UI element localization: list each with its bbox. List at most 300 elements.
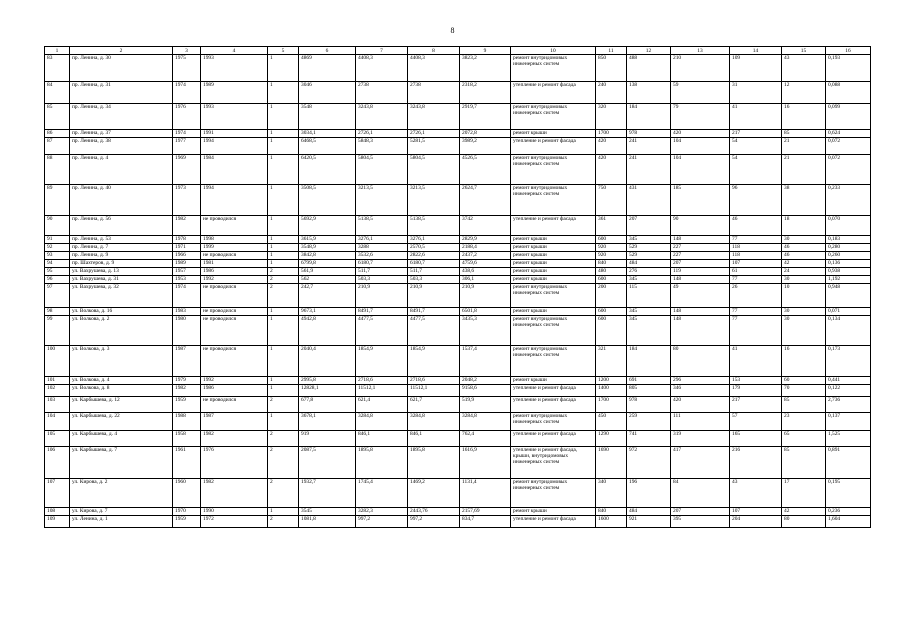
table-cell: 320 xyxy=(596,104,627,130)
table-cell: ул. Волкова, д. 16 xyxy=(70,308,173,316)
table-cell: 1998 xyxy=(201,236,268,244)
table-cell: 1990 xyxy=(201,508,268,516)
table-row xyxy=(45,252,871,260)
table-cell: 118 xyxy=(730,252,782,260)
table-cell: 0,948 xyxy=(826,284,871,308)
table-cell: 1982 xyxy=(201,431,268,447)
table-cell: 9158,6 xyxy=(460,385,511,397)
table-cell: 210 xyxy=(671,55,730,82)
table-cell: 85 xyxy=(782,447,826,479)
table-cell: 3276,1 xyxy=(356,236,408,244)
table-cell: 240 xyxy=(596,82,627,104)
table-cell: 1700 xyxy=(596,397,627,413)
table-cell: 1 xyxy=(268,155,299,185)
table-cell: 77 xyxy=(730,316,782,346)
table-cell: 6180,7 xyxy=(408,260,460,268)
table-cell: 30 xyxy=(782,276,826,284)
table-row xyxy=(45,260,871,268)
table-cell: 621,4 xyxy=(356,397,408,413)
table-cell: 3989,2 xyxy=(460,138,511,155)
table-cell: 92 xyxy=(45,244,70,252)
table-cell: ул. Вахрушева, д. 31 xyxy=(70,276,173,284)
table-cell: ремонт внутридомовых инженерных систем xyxy=(511,316,596,346)
table-cell: 0,938 xyxy=(826,268,871,276)
table-cell: 0,193 xyxy=(826,55,871,82)
table-cell: 95 xyxy=(45,268,70,276)
table-cell: 321 xyxy=(596,346,627,377)
table-cell: 77 xyxy=(730,308,782,316)
table-cell: 4408,3 xyxy=(408,55,460,82)
table-cell: 200 xyxy=(596,284,627,308)
table-cell: ул. Волкова, д. 2 xyxy=(70,316,173,346)
table-cell: 997,2 xyxy=(356,516,408,528)
table-cell: ремонт внутридомовых инженерных систем xyxy=(511,185,596,216)
table-cell: 1959 xyxy=(173,516,201,528)
table-cell: 16 xyxy=(782,346,826,377)
table-cell: 217 xyxy=(730,397,782,413)
table-cell: 450 xyxy=(596,413,627,431)
table-cell: 5138,5 xyxy=(356,216,408,236)
table-cell: 1983 xyxy=(173,308,201,316)
table-cell: 38 xyxy=(782,185,826,216)
table-cell: 361 xyxy=(596,216,627,236)
column-number-header: 8 xyxy=(408,47,460,55)
table-cell: 207 xyxy=(671,260,730,268)
table-cell: 345 xyxy=(627,316,671,346)
column-number-header: 13 xyxy=(671,47,730,55)
table-cell: 1616,9 xyxy=(460,447,511,479)
table-cell: 118 xyxy=(730,244,782,252)
table-cell: 1971 xyxy=(173,244,201,252)
table-cell: ул. Карбышева, д. 4 xyxy=(70,431,173,447)
table-cell: 4408,3 xyxy=(356,55,408,82)
table-cell: 96 xyxy=(45,276,70,284)
table-cell: 0,236 xyxy=(826,508,871,516)
table-cell: 1992 xyxy=(201,276,268,284)
table-cell: 319 xyxy=(671,431,730,447)
table-cell: 1982 xyxy=(173,216,201,236)
table-cell: 54 xyxy=(730,138,782,155)
table-row xyxy=(45,276,871,284)
table-cell: ул. Кирова, д. 2 xyxy=(70,479,173,508)
table-row xyxy=(45,216,871,236)
table-cell: 600 xyxy=(596,316,627,346)
table-cell: 2 xyxy=(268,516,299,528)
table-cell: не проводился xyxy=(201,397,268,413)
table-cell: 2048,2 xyxy=(460,377,511,385)
table-cell: 90 xyxy=(45,216,70,236)
table-cell: 1700 xyxy=(596,130,627,138)
table-cell: 1895,8 xyxy=(408,447,460,479)
table-cell: не проводился xyxy=(201,316,268,346)
table-cell: ремонт внутридомовых инженерных систем xyxy=(511,155,596,185)
table-cell: 3213,5 xyxy=(408,185,460,216)
table-cell: 1979 xyxy=(173,377,201,385)
table-cell: 61 xyxy=(730,268,782,276)
table-cell: 846,1 xyxy=(408,431,460,447)
table-cell: ремонт крыши xyxy=(511,377,596,385)
table-cell: 1 xyxy=(268,104,299,130)
table-cell: 96 xyxy=(730,185,782,216)
table-cell: 21 xyxy=(782,155,826,185)
table-cell: 0,134 xyxy=(826,316,871,346)
table-cell: 846,1 xyxy=(356,431,408,447)
table-cell: 8491,7 xyxy=(408,308,460,316)
table-cell: 93 xyxy=(45,252,70,260)
table-cell: 484 xyxy=(627,508,671,516)
table-cell: 1 xyxy=(268,236,299,244)
table-cell: 6501,8 xyxy=(460,308,511,316)
table-cell: 2570,5 xyxy=(408,244,460,252)
table-cell: 3532,6 xyxy=(356,252,408,260)
table-cell: 3213,5 xyxy=(356,185,408,216)
table-cell: 480 xyxy=(596,268,627,276)
table-cell: 1988 xyxy=(173,413,201,431)
table-cell: 1 xyxy=(268,216,299,236)
table-cell: 107 xyxy=(730,260,782,268)
column-number-header: 9 xyxy=(460,47,511,55)
table-cell: 346 xyxy=(671,385,730,397)
table-cell: 1958 xyxy=(173,431,201,447)
table-cell: 3243,8 xyxy=(408,104,460,130)
table-cell: 5804,5 xyxy=(408,155,460,185)
table-cell: 148 xyxy=(671,236,730,244)
table-cell: 420 xyxy=(596,155,627,185)
table-cell: 77 xyxy=(730,236,782,244)
table-cell: утепление и ремонт фасада xyxy=(511,216,596,236)
table-cell: 217 xyxy=(730,130,782,138)
table-cell: 104 xyxy=(671,155,730,185)
table-cell: 4477,5 xyxy=(408,316,460,346)
table-row xyxy=(45,155,871,185)
table-cell: ул. Вахрушева, д. 32 xyxy=(70,284,173,308)
table-cell: 420 xyxy=(596,138,627,155)
table-cell: 2157,69 xyxy=(460,508,511,516)
table-row xyxy=(45,244,871,252)
table-cell: 0,137 xyxy=(826,413,871,431)
table-cell: 1081,8 xyxy=(299,516,356,528)
table-cell: пр. Ленина, д. 56 xyxy=(70,216,173,236)
table-cell: 1994 xyxy=(201,138,268,155)
table-cell: 1600 xyxy=(596,516,627,528)
table-cell: 561,9 xyxy=(299,268,356,276)
table-cell: 1992 xyxy=(201,377,268,385)
table-cell: ремонт крыши xyxy=(511,508,596,516)
table-cell: 1987 xyxy=(201,413,268,431)
table-cell: 138 xyxy=(627,82,671,104)
table-cell: 600 xyxy=(596,236,627,244)
table-cell: 1200 xyxy=(596,377,627,385)
table-cell: 1 xyxy=(268,377,299,385)
table-cell: 1953 xyxy=(173,276,201,284)
table-cell: ул. Вахрушева, д. 13 xyxy=(70,268,173,276)
table-cell: 259 xyxy=(627,413,671,431)
table-cell: ул. Карбышева, д. 12 xyxy=(70,397,173,413)
table-cell: 1959 xyxy=(173,397,201,413)
table-cell: не проводился xyxy=(201,252,268,260)
table-cell: 5281,5 xyxy=(408,138,460,155)
table-row xyxy=(45,55,871,82)
table-cell: 42 xyxy=(782,260,826,268)
column-number-header: 7 xyxy=(356,47,408,55)
table-cell: 1745,4 xyxy=(356,479,408,508)
table-cell: 216 xyxy=(730,447,782,479)
table-cell: 1131,4 xyxy=(460,479,511,508)
table-cell: 107 xyxy=(730,508,782,516)
table-cell: 1537,4 xyxy=(460,346,511,377)
table-cell: ул. Волкова, д. 4 xyxy=(70,377,173,385)
table-cell: 306,1 xyxy=(460,276,511,284)
table-cell: 2443,76 xyxy=(408,508,460,516)
table-cell: 420 xyxy=(671,130,730,138)
table-cell: 1970 xyxy=(173,508,201,516)
table-cell: 86 xyxy=(45,130,70,138)
table-cell: не проводился xyxy=(201,346,268,377)
table-cell: 920 xyxy=(596,244,627,252)
table-cell: 0,122 xyxy=(826,385,871,397)
table-cell: 54 xyxy=(730,155,782,185)
table-cell: 179 xyxy=(730,385,782,397)
table-cell: 241 xyxy=(627,155,671,185)
table-cell: 57 xyxy=(730,413,782,431)
column-number-header: 11 xyxy=(596,47,627,55)
table-cell: 184 xyxy=(627,346,671,377)
table-cell: 111 xyxy=(671,413,730,431)
table-cell: 2726,1 xyxy=(356,130,408,138)
table-cell: 0,136 xyxy=(826,260,871,268)
table-cell: 104 xyxy=(671,138,730,155)
table-cell: 621,7 xyxy=(408,397,460,413)
table-cell: 1690 xyxy=(596,447,627,479)
table-cell: 750 xyxy=(596,185,627,216)
table-cell: 1981 xyxy=(201,260,268,268)
table-cell: 1,192 xyxy=(826,276,871,284)
table-cell: 2718,6 xyxy=(356,377,408,385)
table-cell: 345 xyxy=(627,276,671,284)
table-cell: 80 xyxy=(671,346,730,377)
table-cell: 0,088 xyxy=(826,82,871,104)
table-row xyxy=(45,138,871,155)
table-cell: 59 xyxy=(671,82,730,104)
table-cell: 691 xyxy=(627,377,671,385)
table-cell: 1986 xyxy=(201,385,268,397)
table-cell: 1932,7 xyxy=(299,479,356,508)
table-cell: 1,604 xyxy=(826,516,871,528)
table-cell: 42 xyxy=(782,508,826,516)
table-cell: пр. Шахтеров, д. 9 xyxy=(70,260,173,268)
table-cell: пр. Ленина, д. 9 xyxy=(70,252,173,260)
table-cell: 87 xyxy=(45,138,70,155)
table-cell: 1993 xyxy=(201,104,268,130)
table-cell: 0,441 xyxy=(826,377,871,385)
table-row xyxy=(45,385,871,397)
table-cell: 0,072 xyxy=(826,138,871,155)
table-cell: 1966 xyxy=(173,252,201,260)
table-cell: 99 xyxy=(45,316,70,346)
table-cell: 850 xyxy=(596,55,627,82)
table-cell: 1982 xyxy=(173,385,201,397)
table-cell: пр. Ленина, д. 38 xyxy=(70,138,173,155)
table-cell: 196 xyxy=(627,479,671,508)
table-cell: 1972 xyxy=(201,516,268,528)
table-cell: 1 xyxy=(268,138,299,155)
table-cell: 2 xyxy=(268,447,299,479)
table-cell: 0,233 xyxy=(826,185,871,216)
table-cell: 105 xyxy=(45,431,70,447)
table-cell: 165 xyxy=(730,431,782,447)
table-cell: 80 xyxy=(782,516,826,528)
table-cell: 340 xyxy=(596,479,627,508)
table-cell: 104 xyxy=(45,413,70,431)
page-number: 8 xyxy=(450,26,455,35)
table-cell: 920 xyxy=(596,252,627,260)
table-row xyxy=(45,377,871,385)
table-cell: 1 xyxy=(268,508,299,516)
table-cell: 3284,8 xyxy=(460,413,511,431)
table-cell: 241 xyxy=(627,138,671,155)
table-cell: 2624,7 xyxy=(460,185,511,216)
table-cell: 529 xyxy=(627,252,671,260)
table-row xyxy=(45,284,871,308)
table-cell: 276 xyxy=(627,268,671,276)
table-cell: 30 xyxy=(782,316,826,346)
table-row xyxy=(45,316,871,346)
table-cell: 10 xyxy=(782,284,826,308)
table-cell: пр. Ленина, д. 4 xyxy=(70,155,173,185)
table-row xyxy=(45,431,871,447)
table-cell: 3548 xyxy=(299,104,356,130)
table-cell: 1980 xyxy=(173,316,201,346)
table-cell: 46 xyxy=(782,244,826,252)
table-cell: 108 xyxy=(45,508,70,516)
table-cell: 3034,1 xyxy=(299,130,356,138)
table-cell: 103 xyxy=(45,397,70,413)
table-cell: 11512,1 xyxy=(356,385,408,397)
table-cell: пр. Ленина, д. 31 xyxy=(70,82,173,104)
table-cell: утепление и ремонт фасада xyxy=(511,138,596,155)
table-row xyxy=(45,516,871,528)
table-cell: ремонт крыши xyxy=(511,236,596,244)
table-cell: 840 xyxy=(596,508,627,516)
table-cell: 107 xyxy=(45,479,70,508)
table-cell: утепление и ремонт фасада xyxy=(511,516,596,528)
table-cell: ул. Кирова, д. 7 xyxy=(70,508,173,516)
table-cell: 3284,8 xyxy=(408,413,460,431)
table-cell: 65 xyxy=(782,431,826,447)
table-row xyxy=(45,236,871,244)
table-cell: 1999 xyxy=(201,244,268,252)
table-cell: 26 xyxy=(730,284,782,308)
table-cell: 79 xyxy=(671,104,730,130)
table-cell: 503,3 xyxy=(408,276,460,284)
table-cell: 4477,5 xyxy=(356,316,408,346)
table-cell: 16 xyxy=(782,104,826,130)
table-cell: 1 xyxy=(268,316,299,346)
table-cell: ремонт внутридомовых инженерных систем xyxy=(511,413,596,431)
table-cell: 77 xyxy=(730,276,782,284)
table-cell: 153 xyxy=(730,377,782,385)
table-cell: 46 xyxy=(730,216,782,236)
table-cell: 972 xyxy=(627,447,671,479)
table-cell: 100 xyxy=(45,346,70,377)
table-cell: ул. Волкова, д. 8 xyxy=(70,385,173,397)
table-cell: утепление и ремонт фасада, крыши, внутридомовых инженерных систем xyxy=(511,447,596,479)
table-cell: 109 xyxy=(45,516,70,528)
table-cell: не проводился xyxy=(201,308,268,316)
column-number-header: 12 xyxy=(627,47,671,55)
table-cell: 5848,3 xyxy=(356,138,408,155)
table-cell: 207 xyxy=(671,508,730,516)
table-cell: 1976 xyxy=(201,447,268,479)
table-cell: 438,6 xyxy=(460,268,511,276)
table-cell: 0,099 xyxy=(826,104,871,130)
table-cell: 11512,1 xyxy=(408,385,460,397)
table-cell: 30 xyxy=(782,236,826,244)
table-cell: не проводился xyxy=(201,216,268,236)
table-cell: утепление и ремонт фасада xyxy=(511,431,596,447)
table-cell: ремонт внутридомовых инженерных систем xyxy=(511,346,596,377)
table-row xyxy=(45,104,871,130)
table-cell: ремонт крыши xyxy=(511,268,596,276)
table-row xyxy=(45,308,871,316)
table-cell: 12 xyxy=(782,82,826,104)
table-cell: 0,183 xyxy=(826,236,871,244)
table-cell: 1976 xyxy=(173,104,201,130)
table-cell: утепление и ремонт фасада xyxy=(511,385,596,397)
table-row xyxy=(45,413,871,431)
table-cell: 0,173 xyxy=(826,346,871,377)
table-cell: 1960 xyxy=(173,479,201,508)
table-cell: пр. Ленина, д. 40 xyxy=(70,185,173,216)
table-cell: 43 xyxy=(782,55,826,82)
table-row xyxy=(45,479,871,508)
table-cell: 1975 xyxy=(173,55,201,82)
table-cell: 1986 xyxy=(201,268,268,276)
table-cell: 1 xyxy=(268,55,299,82)
column-number-row xyxy=(45,47,871,55)
table-cell: 997,2 xyxy=(408,516,460,528)
table-cell: 6180,7 xyxy=(356,260,408,268)
table-cell: пр. Ленина, д. 37 xyxy=(70,130,173,138)
table-cell: 2,736 xyxy=(826,397,871,413)
table-cell: 919 xyxy=(299,431,356,447)
table-cell: ремонт крыши xyxy=(511,276,596,284)
table-cell: ремонт крыши xyxy=(511,244,596,252)
table-cell: ремонт крыши xyxy=(511,130,596,138)
table-cell: 1895,8 xyxy=(356,447,408,479)
table-cell: 2 xyxy=(268,479,299,508)
table-cell: 49 xyxy=(671,284,730,308)
table-cell: 1989 xyxy=(173,260,201,268)
table-cell: 2 xyxy=(268,431,299,447)
table-row xyxy=(45,130,871,138)
table-cell: 1978 xyxy=(173,236,201,244)
table-cell: 2318,2 xyxy=(460,82,511,104)
table-cell: 1 xyxy=(268,413,299,431)
column-number-header: 15 xyxy=(782,47,826,55)
table-cell: пр. Ленина, д. 7 xyxy=(70,244,173,252)
table-cell: ремонт внутридомовых инженерных систем xyxy=(511,55,596,82)
table-cell: 2437,2 xyxy=(460,252,511,260)
table-cell: ул. Волкова, д. 3 xyxy=(70,346,173,377)
table-cell: 18 xyxy=(782,216,826,236)
table-row xyxy=(45,397,871,413)
table-cell: 2726,1 xyxy=(408,130,460,138)
table-cell: пр. Ленина, д. 34 xyxy=(70,104,173,130)
table-cell: 1854,9 xyxy=(356,346,408,377)
table-row xyxy=(45,447,871,479)
table-cell: 85 xyxy=(45,104,70,130)
